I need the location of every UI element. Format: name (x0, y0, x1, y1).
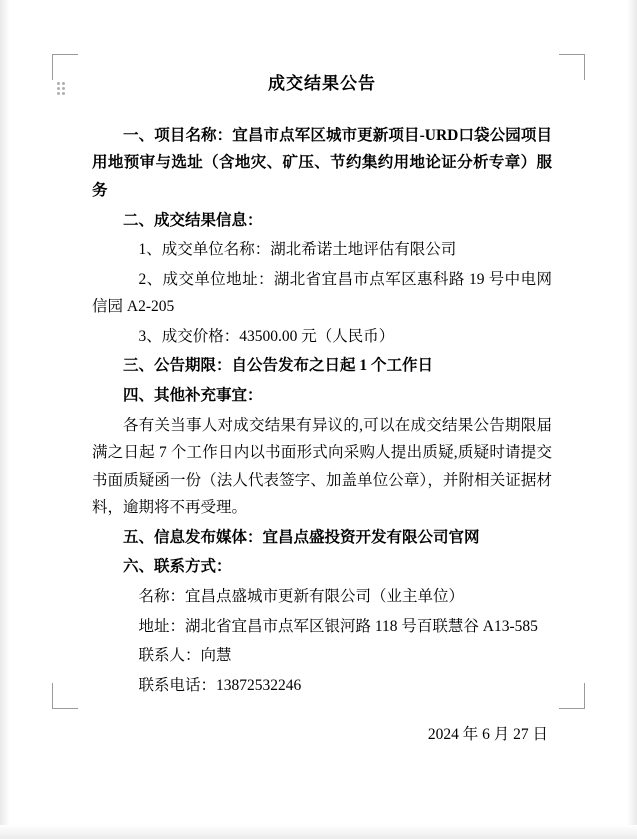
page-edge-bottom (0, 825, 637, 839)
section-5 (92, 524, 552, 552)
section-6-item-4: 联系电话：13872532246 (138, 676, 302, 694)
section-6-item-1: 名称：宜昌点盛城市更新有限公司（业主单位） (138, 588, 465, 606)
crop-mark-top-left (52, 54, 78, 80)
section-4-heading: 四、其他补充事宜： (123, 387, 263, 404)
page-edge-left (0, 0, 10, 839)
page-edge-right (627, 0, 637, 839)
section-6-heading: 六、联系方式： (123, 558, 232, 576)
section-2-item-1: 1、成交单位名称：湖北希诺土地评估有限公司 (138, 241, 457, 259)
section-2-heading: 二、成交结果信息： (123, 211, 263, 229)
section-2-item-3: 3、成交价格：43500.00 元（人民币） (138, 327, 395, 345)
page-title: 成交结果公告 (268, 74, 376, 93)
crop-mark-bottom-right (559, 683, 585, 709)
section-2-heading-line (92, 207, 552, 235)
section-6-item-2: 地址：湖北省宜昌市点军区银河路 118 号百联慧谷 A13-585 (138, 617, 538, 635)
section-3-heading: 三、公告期限： (123, 357, 232, 375)
document-body (92, 72, 552, 751)
crop-mark-bottom-left (52, 683, 78, 709)
crop-mark-top-right (559, 54, 585, 80)
section-4-body: 各有关当事人对成交结果有异议的,可以在成交结果公告期限届满之日起 7 个工作日内以书面形式向采购人提出质疑,质疑时请提交书面质疑函一份（法人代表签字、加盖单位公章），并附相关证据材料，逾期将不再受理。 (92, 416, 552, 517)
section-1-body: 宜昌市点军区城市更新项目-URD口袋公园项目用地预审与选址（含地灾、矿压、节约集约用地论证分析专章）服务 (92, 126, 552, 199)
document-date: 2024 年 6 月 27 日 (427, 726, 548, 744)
section-6-heading-line (92, 553, 552, 581)
section-4-heading-line (92, 382, 552, 410)
drag-handle-icon[interactable] (57, 82, 67, 98)
section-1 (92, 122, 552, 205)
section-1-heading: 一、项目名称： (123, 126, 233, 144)
section-3-body: 自公告发布之日起 1 个工作日 (231, 357, 434, 375)
section-5-body: 宜昌点盛投资开发有限公司官网 (262, 528, 480, 546)
section-2-item-2: 2、成交单位地址：湖北省宜昌市点军区惠科路 19 号中电网信园 A2-205 (92, 270, 552, 316)
section-6-item-3: 联系人：向慧 (138, 647, 232, 665)
section-5-heading: 五、信息发布媒体： (123, 528, 263, 546)
section-3 (92, 352, 552, 380)
